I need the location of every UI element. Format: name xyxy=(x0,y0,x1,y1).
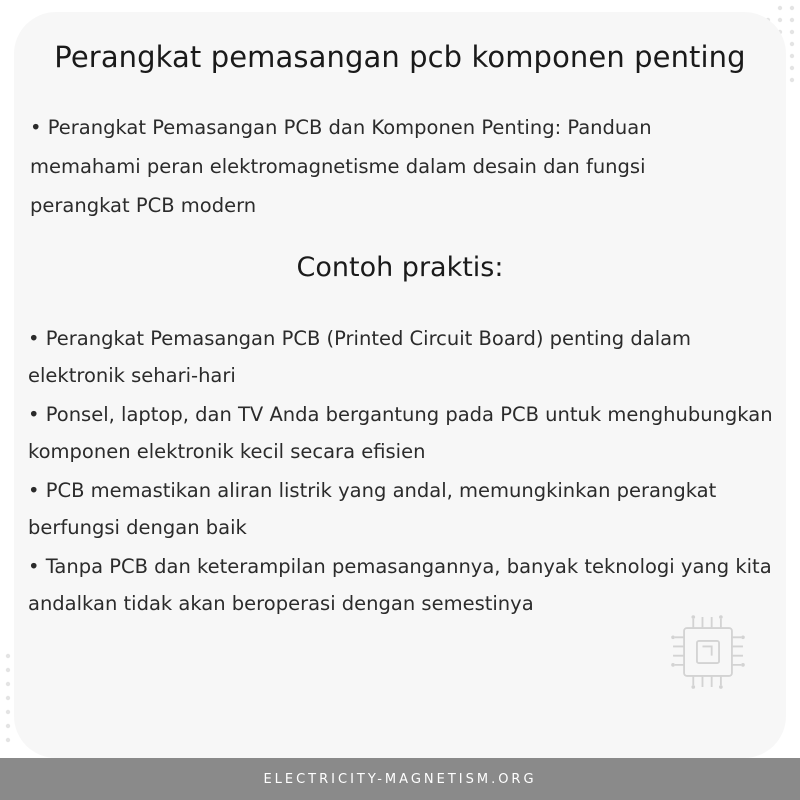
section-subheading: Contoh praktis: xyxy=(296,252,504,283)
list-item: • Tanpa PCB dan keterampilan pemasangannya, banyak teknologi yang kita andalkan tidak akan beroperasi dengan semestinya xyxy=(28,555,772,615)
page-title: Perangkat pemasangan pcb komponen penting xyxy=(54,40,746,74)
footer-bar xyxy=(0,758,800,800)
footer-label: ELECTRICITY-MAGNETISM.ORG xyxy=(263,771,537,787)
intro-paragraph: • Perangkat Pemasangan PCB dan Komponen Penting: Panduan memahami peran elektromagnetisme dalam desain dan fungsi perangkat PCB modern xyxy=(30,116,652,217)
list-item: • PCB memastikan aliran listrik yang andal, memungkinkan perangkat berfungsi dengan baik xyxy=(28,479,717,539)
bullet-list xyxy=(28,320,773,624)
list-item: • Perangkat Pemasangan PCB (Printed Circuit Board) penting dalam elektronik sehari-hari xyxy=(28,327,692,387)
list-item: • Ponsel, laptop, dan TV Anda bergantung pada PCB untuk menghubungkan komponen elektronik kecil secara efisien xyxy=(28,403,773,463)
microchip-icon xyxy=(662,606,754,698)
